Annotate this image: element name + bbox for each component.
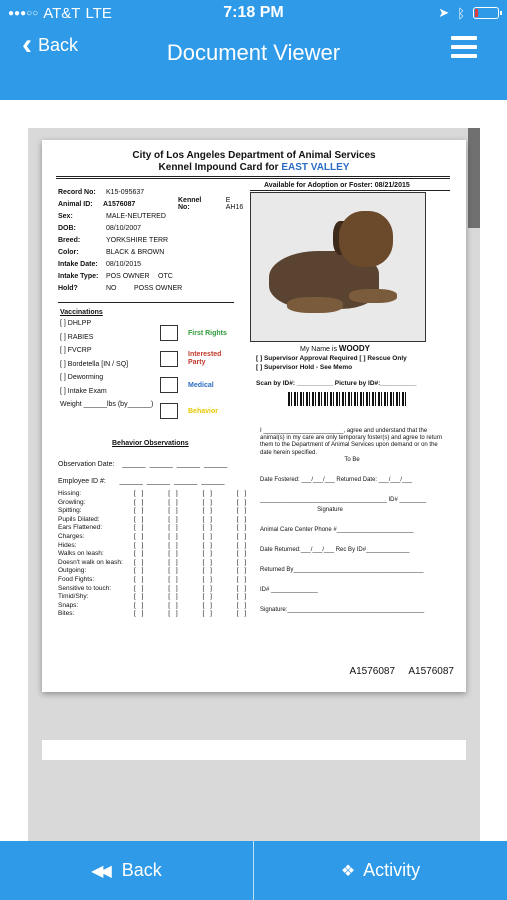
network-type: LTE xyxy=(85,5,112,22)
behavior-item: Sensitive to touch: xyxy=(58,584,112,592)
next-page xyxy=(42,740,466,760)
header-back-label: Back xyxy=(38,34,79,55)
observation-fields xyxy=(58,458,227,488)
field-row xyxy=(58,258,248,270)
status-box xyxy=(160,325,178,341)
field-value: A1576087 xyxy=(103,200,136,208)
field-label: Color: xyxy=(58,248,79,256)
animal-id-codes xyxy=(349,666,454,677)
field-row xyxy=(58,198,248,210)
behavior-checkbox-row: [ ] [ ] [ ] [ ] xyxy=(134,507,249,515)
status-box-row xyxy=(160,372,228,398)
behavior-item: Doesn't walk on leash: xyxy=(58,558,123,566)
field-value: POS OWNER xyxy=(106,272,150,280)
status-box xyxy=(160,377,178,393)
behavior-item: Charges: xyxy=(58,532,85,540)
animal-photo[interactable] xyxy=(250,192,426,342)
document-heading: City of Los Angeles Department of Animal Services xyxy=(132,150,376,161)
cubes-icon: ❖ xyxy=(340,862,356,880)
document-viewer[interactable] xyxy=(0,100,507,750)
animal-fields xyxy=(58,186,248,294)
behavior-item: Bites: xyxy=(58,610,75,618)
field-value: 08/10/2015 xyxy=(106,260,142,268)
field-label: Intake Date: xyxy=(58,260,98,268)
foster-field: Returned By_______________________________________ xyxy=(260,567,424,573)
field-row xyxy=(58,210,248,222)
hold-reason: POSS OWNER xyxy=(134,284,183,292)
dog-leg xyxy=(287,297,343,313)
employee-id-text: Employee ID #: xyxy=(58,478,106,485)
vaccination-item: [ ] Intake Exam xyxy=(60,387,107,395)
foster-field: Animal Care Center Phone #_______________________ xyxy=(260,527,414,533)
double-chevron-left-icon: ◀◀ xyxy=(91,862,108,880)
vaccinations-heading: Vaccinations xyxy=(60,309,103,316)
menu-bar xyxy=(451,45,477,49)
behavior-checkbox-row: [ ] [ ] [ ] [ ] xyxy=(134,541,249,549)
shelter-name: EAST VALLEY xyxy=(281,162,350,173)
behavior-checkbox-row: [ ] [ ] [ ] [ ] xyxy=(134,575,249,583)
foster-field: ______________________________________ ID# ________ xyxy=(260,497,427,503)
toolbar-back-label: Back xyxy=(121,860,162,880)
vaccination-item: [ ] Bordetella [IN / SQ] xyxy=(60,360,129,368)
field-row xyxy=(58,186,248,198)
field-value: 08/10/2007 xyxy=(106,224,142,232)
dog-name: WOODY xyxy=(338,344,371,353)
status-box-row xyxy=(160,398,228,424)
signal-icon: ●●●○○ xyxy=(8,8,39,19)
behavior-item: Walks on leash: xyxy=(58,550,104,558)
activity-button[interactable] xyxy=(254,841,507,900)
availability-date: Available for Adoption or Foster: 08/21/2015 xyxy=(264,182,410,189)
field-label: Hold? xyxy=(58,284,78,292)
field-row xyxy=(58,282,248,294)
behavior-checkbox-row: [ ] [ ] [ ] [ ] xyxy=(134,515,249,523)
hamburger-menu-icon[interactable] xyxy=(451,36,477,63)
vaccination-item: [ ] Deworming xyxy=(60,374,104,381)
status-icons xyxy=(438,5,499,21)
page-title: Document Viewer xyxy=(166,40,341,65)
dog-head xyxy=(339,211,393,267)
foster-field: Date Fostered: ___/___/___ Returned Date: ___/___/___ xyxy=(260,477,413,483)
status-box xyxy=(160,403,178,419)
supervisor-checks xyxy=(256,354,407,372)
clock: 7:18 PM xyxy=(223,4,284,21)
foster-field: Signature:_________________________________________ xyxy=(260,607,425,613)
field-value: YORKSHIRE TERR xyxy=(106,236,169,244)
to-be-label: To Be xyxy=(344,456,360,463)
toolbar-divider xyxy=(253,841,254,900)
vaccination-item: [ ] DHLPP xyxy=(60,320,92,327)
kennel-value: E AH16 xyxy=(225,197,244,211)
behavior-checkbox-row: [ ] [ ] [ ] [ ] xyxy=(134,550,249,558)
divider xyxy=(58,302,234,303)
observation-date-label: Observation Date: ______ ______ ______ ______ xyxy=(58,461,228,468)
status-box-label: First Rights xyxy=(188,329,227,337)
vaccination-item: Weight ______lbs (by______) xyxy=(60,401,154,408)
dog-name-line xyxy=(300,344,370,353)
behavior-item: Hissing: xyxy=(58,490,82,497)
behavior-checkbox-row: [ ] [ ] [ ] [ ] xyxy=(134,593,249,601)
subheading-text: Kennel Impound Card for xyxy=(158,162,279,173)
status-box-row xyxy=(160,346,228,372)
behavior-item: Timid/Shy: xyxy=(58,593,89,601)
behavior-item: Ears Flattened: xyxy=(58,524,103,532)
divider xyxy=(56,176,450,177)
bottom-toolbar xyxy=(0,841,507,900)
menu-bar xyxy=(451,54,477,58)
behavior-checkbox-row: [ ] [ ] [ ] [ ] xyxy=(134,601,249,609)
foster-field: Date Returned:___/___/___ Rec By ID#_____________ xyxy=(260,547,410,553)
status-box-row xyxy=(160,320,228,346)
behavior-item: Snaps: xyxy=(58,601,79,609)
field-label: Sex: xyxy=(58,212,73,220)
status-box xyxy=(160,351,178,367)
field-row xyxy=(58,222,248,234)
battery-level xyxy=(475,9,478,17)
foster-agreement xyxy=(260,428,444,464)
behavior-checkbox-row: [ ] [ ] [ ] [ ] xyxy=(134,584,249,592)
field-label: DOB: xyxy=(58,224,76,232)
divider xyxy=(56,178,450,179)
battery-icon xyxy=(473,7,499,19)
field-value: MALE-NEUTERED xyxy=(106,212,166,220)
behavior-checkbox-row: [ ] [ ] [ ] [ ] xyxy=(134,532,249,540)
behavior-list xyxy=(58,490,123,619)
foster-field: ID# ______________ xyxy=(260,587,318,593)
foster-field: Signature xyxy=(317,507,343,513)
status-boxes xyxy=(160,320,228,424)
field-label: Intake Type: xyxy=(58,272,99,280)
document-subheading xyxy=(42,162,466,173)
bluetooth-icon: ᛒ xyxy=(457,5,465,21)
field-value: NO xyxy=(106,284,117,292)
divider xyxy=(250,190,450,191)
field-row xyxy=(58,270,248,282)
behavior-checkbox-row: [ ] [ ] [ ] [ ] xyxy=(134,498,249,506)
employee-id-label: Employee ID #: ______ ______ ______ ______ xyxy=(58,478,225,485)
agreement-text: I ________________________, agree and understand that the animal(s) in my care are only temporary foster(s) and agree to return them to the Department of Animal Services upon demand or on the date herein specified. xyxy=(260,428,443,456)
intake-subtype: OTC xyxy=(158,272,173,280)
dog-leg xyxy=(349,289,397,303)
behavior-item: Food Fights: xyxy=(58,575,95,583)
document-page xyxy=(42,140,466,692)
behavior-checkbox-row: [ ] [ ] [ ] [ ] xyxy=(134,490,249,497)
supervisor-line: [ ] Supervisor Hold - See Memo xyxy=(256,364,353,371)
scan-line: Scan by ID#: __________ Picture by ID#:__________ xyxy=(256,380,417,387)
foster-fields xyxy=(260,476,440,626)
behavior-item: Growling: xyxy=(58,498,86,506)
app-header xyxy=(0,0,507,100)
vaccinations xyxy=(60,308,153,412)
field-value: K15-095637 xyxy=(106,188,145,196)
scrollbar[interactable] xyxy=(468,128,480,228)
field-label: Record No: xyxy=(58,188,96,196)
my-name-label: My Name is xyxy=(300,346,337,353)
behavior-heading: Behavior Observations xyxy=(112,440,189,447)
behavior-checkbox-row: [ ] [ ] [ ] [ ] xyxy=(134,610,249,618)
behavior-item: Pupils Dilated: xyxy=(58,515,100,523)
behavior-checkbox-row: [ ] [ ] [ ] [ ] xyxy=(134,524,249,532)
kennel-label: Kennel No: xyxy=(178,197,202,211)
location-arrow-icon: ➤ xyxy=(438,5,450,20)
behavior-checkbox-row: [ ] [ ] [ ] [ ] xyxy=(134,558,249,566)
id-code: A1576087 xyxy=(408,666,454,677)
field-row xyxy=(58,246,248,258)
behavior-item: Spitting: xyxy=(58,507,82,515)
status-bar xyxy=(0,0,507,28)
chevron-left-icon: ‹ xyxy=(22,28,32,61)
toolbar-back-button[interactable] xyxy=(0,841,253,900)
status-box-label: Behavior xyxy=(188,407,218,415)
observation-date-text: Observation Date: xyxy=(58,461,115,468)
status-box-label: Interested Party xyxy=(188,351,222,366)
field-value: BLACK & BROWN xyxy=(106,248,165,256)
document-frame[interactable] xyxy=(28,128,480,848)
field-label: Animal ID: xyxy=(58,200,93,208)
behavior-checkbox-row: [ ] [ ] [ ] [ ] xyxy=(134,567,249,575)
id-code: A1576087 xyxy=(349,666,396,677)
supervisor-line: [ ] Supervisor Approval Required [ ] Rescue Only xyxy=(256,355,407,362)
carrier-name: AT&T xyxy=(43,5,81,22)
barcode xyxy=(288,392,406,406)
vaccination-item: [ ] FVCRP xyxy=(60,347,92,354)
vaccination-item: [ ] RABIES xyxy=(60,333,94,341)
status-box-label: Medical xyxy=(188,381,214,389)
menu-bar xyxy=(451,36,477,40)
activity-label: Activity xyxy=(363,860,421,880)
behavior-item: Hides: xyxy=(58,541,77,549)
behavior-item: Outgoing: xyxy=(58,567,87,575)
field-row xyxy=(58,234,248,246)
field-label: Breed: xyxy=(58,236,81,244)
